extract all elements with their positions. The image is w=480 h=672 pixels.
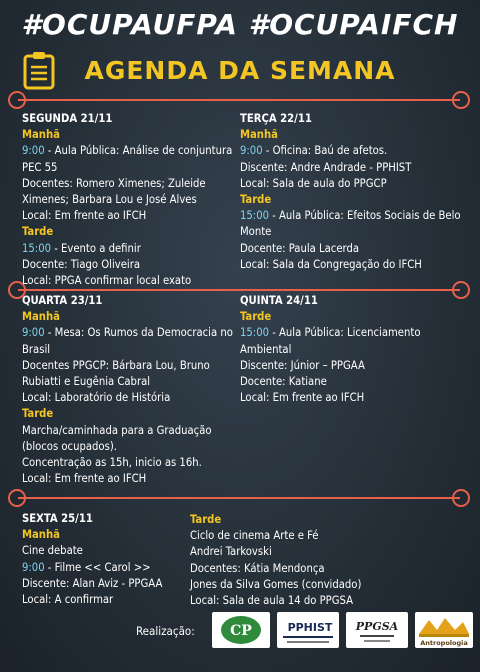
day-terca bbox=[240, 111, 472, 273]
day-sexta bbox=[22, 511, 187, 608]
svg-text:Antropologia: Antropologia bbox=[420, 639, 468, 647]
event-time: 9:00 bbox=[22, 326, 45, 340]
agenda-title: AGENDA DA SEMANA bbox=[84, 56, 396, 85]
event-line: Local: Laboratório de História bbox=[22, 391, 171, 405]
event-line: 9:00 - Filme << Carol >> bbox=[22, 560, 151, 574]
event-time: 9:00 bbox=[22, 560, 45, 574]
divider-top bbox=[8, 90, 470, 110]
period-label: Tarde bbox=[240, 310, 272, 324]
event-line: 9:00 - Mesa: Os Rumos da Democracia no bbox=[22, 326, 233, 340]
event-line: Cine debate bbox=[22, 544, 83, 558]
divider-lower bbox=[8, 488, 470, 508]
day-segunda bbox=[22, 111, 242, 289]
hashtag-title: #OCUPAUFPA #OCUPAIFCH bbox=[21, 8, 459, 41]
event-line: PEC 55 bbox=[22, 160, 58, 174]
period-label: Tarde bbox=[22, 407, 54, 421]
day-title: QUINTA 24/11 bbox=[240, 294, 318, 307]
event-line: 15:00 - Evento a definir bbox=[22, 241, 141, 255]
day-title: TERÇA 22/11 bbox=[240, 112, 312, 125]
day-quarta bbox=[22, 293, 242, 487]
period-label: Tarde bbox=[240, 193, 272, 207]
event-time: 9:00 bbox=[22, 144, 45, 158]
logo-ppgsa bbox=[346, 612, 408, 648]
event-line: Rubiatti e Eugênia Cabral bbox=[22, 375, 151, 389]
period-label: Manhã bbox=[22, 128, 60, 142]
event-line: Local: Sala de aula do PPGCP bbox=[240, 176, 387, 190]
event-line: Marcha/caminhada para a Graduação bbox=[22, 423, 212, 437]
event-line: Brasil bbox=[22, 342, 51, 356]
event-line: Docentes: Romero Ximenes; Zuleide bbox=[22, 176, 206, 190]
period-label: Manhã bbox=[22, 310, 60, 324]
event-time: 15:00 bbox=[240, 326, 270, 340]
event-line: Jones da Silva Gomes (convidado) bbox=[190, 577, 362, 591]
event-line: Docentes: Kátia Mendonça bbox=[190, 561, 325, 575]
footer-label: Realização: bbox=[136, 624, 195, 638]
day-quinta bbox=[240, 293, 474, 406]
event-line: Local: PPGA confirmar local exato bbox=[22, 274, 192, 288]
event-line: 15:00 - Aula Pública: Licenciamento Ambiental bbox=[240, 326, 421, 356]
event-line: Docentes PPGCP: Bárbara Lou, Bruno bbox=[22, 358, 210, 372]
logo-cp bbox=[212, 612, 270, 648]
period-label: Tarde bbox=[190, 513, 222, 526]
event-line: Local: Em frente ao IFCH bbox=[240, 391, 365, 405]
event-line: Ximenes; Barbara Lou e José Alves bbox=[22, 193, 197, 207]
event-time: 15:00 bbox=[240, 209, 270, 223]
period-label: Manhã bbox=[22, 528, 60, 542]
event-line: Local: Em frente ao IFCH bbox=[22, 472, 147, 486]
svg-text:CP: CP bbox=[230, 623, 252, 639]
event-line: 15:00 - Aula Pública: Efeitos Sociais de Belo bbox=[240, 209, 461, 223]
event-line: Docente: Paula Lacerda bbox=[240, 241, 360, 255]
event-line: Monte bbox=[240, 225, 272, 239]
event-line: Ciclo de cinema Arte e Fé bbox=[190, 529, 319, 543]
event-line: Discente: Júnior – PPGAA bbox=[240, 358, 365, 372]
event-line: Local: Sala da Congregação do IFCH bbox=[240, 257, 422, 271]
event-line: Docente: Tiago Oliveira bbox=[22, 257, 141, 271]
day-title: SEXTA 25/11 bbox=[22, 512, 93, 525]
logo-antropologia bbox=[415, 612, 473, 648]
svg-text:PPHIST: PPHIST bbox=[287, 621, 333, 634]
day-title: QUARTA 23/11 bbox=[22, 294, 103, 307]
event-line: (blocos ocupados). bbox=[22, 439, 117, 453]
day-sexta-tarde bbox=[190, 512, 420, 609]
svg-text:PPGSA: PPGSA bbox=[355, 620, 399, 633]
event-time: 15:00 bbox=[22, 241, 52, 255]
event-time: 9:00 bbox=[240, 144, 263, 158]
event-line: Local: A confirmar bbox=[22, 593, 114, 607]
period-label: Manhã bbox=[240, 128, 278, 142]
event-line: 9:00 - Aula Pública: Análise de conjuntura bbox=[22, 144, 233, 158]
event-line: Discente: Alan Aviz - PPGAA bbox=[22, 576, 163, 590]
period-label: Tarde bbox=[22, 225, 54, 239]
event-line: Local: Sala de aula 14 do PPGSA bbox=[190, 594, 354, 608]
event-line: Docente: Katiane bbox=[240, 375, 327, 389]
logo-pphist bbox=[277, 612, 339, 648]
event-line: Local: Em frente ao IFCH bbox=[22, 209, 147, 223]
event-line: Andrei Tarkovski bbox=[190, 545, 272, 559]
day-title: SEGUNDA 21/11 bbox=[22, 112, 113, 125]
event-line: 9:00 - Oficina: Baú de afetos. bbox=[240, 144, 388, 158]
event-line: Concentração as 15h, inicio as 16h. bbox=[22, 456, 202, 470]
event-line: Discente: Andre Andrade - PPHIST bbox=[240, 160, 412, 174]
